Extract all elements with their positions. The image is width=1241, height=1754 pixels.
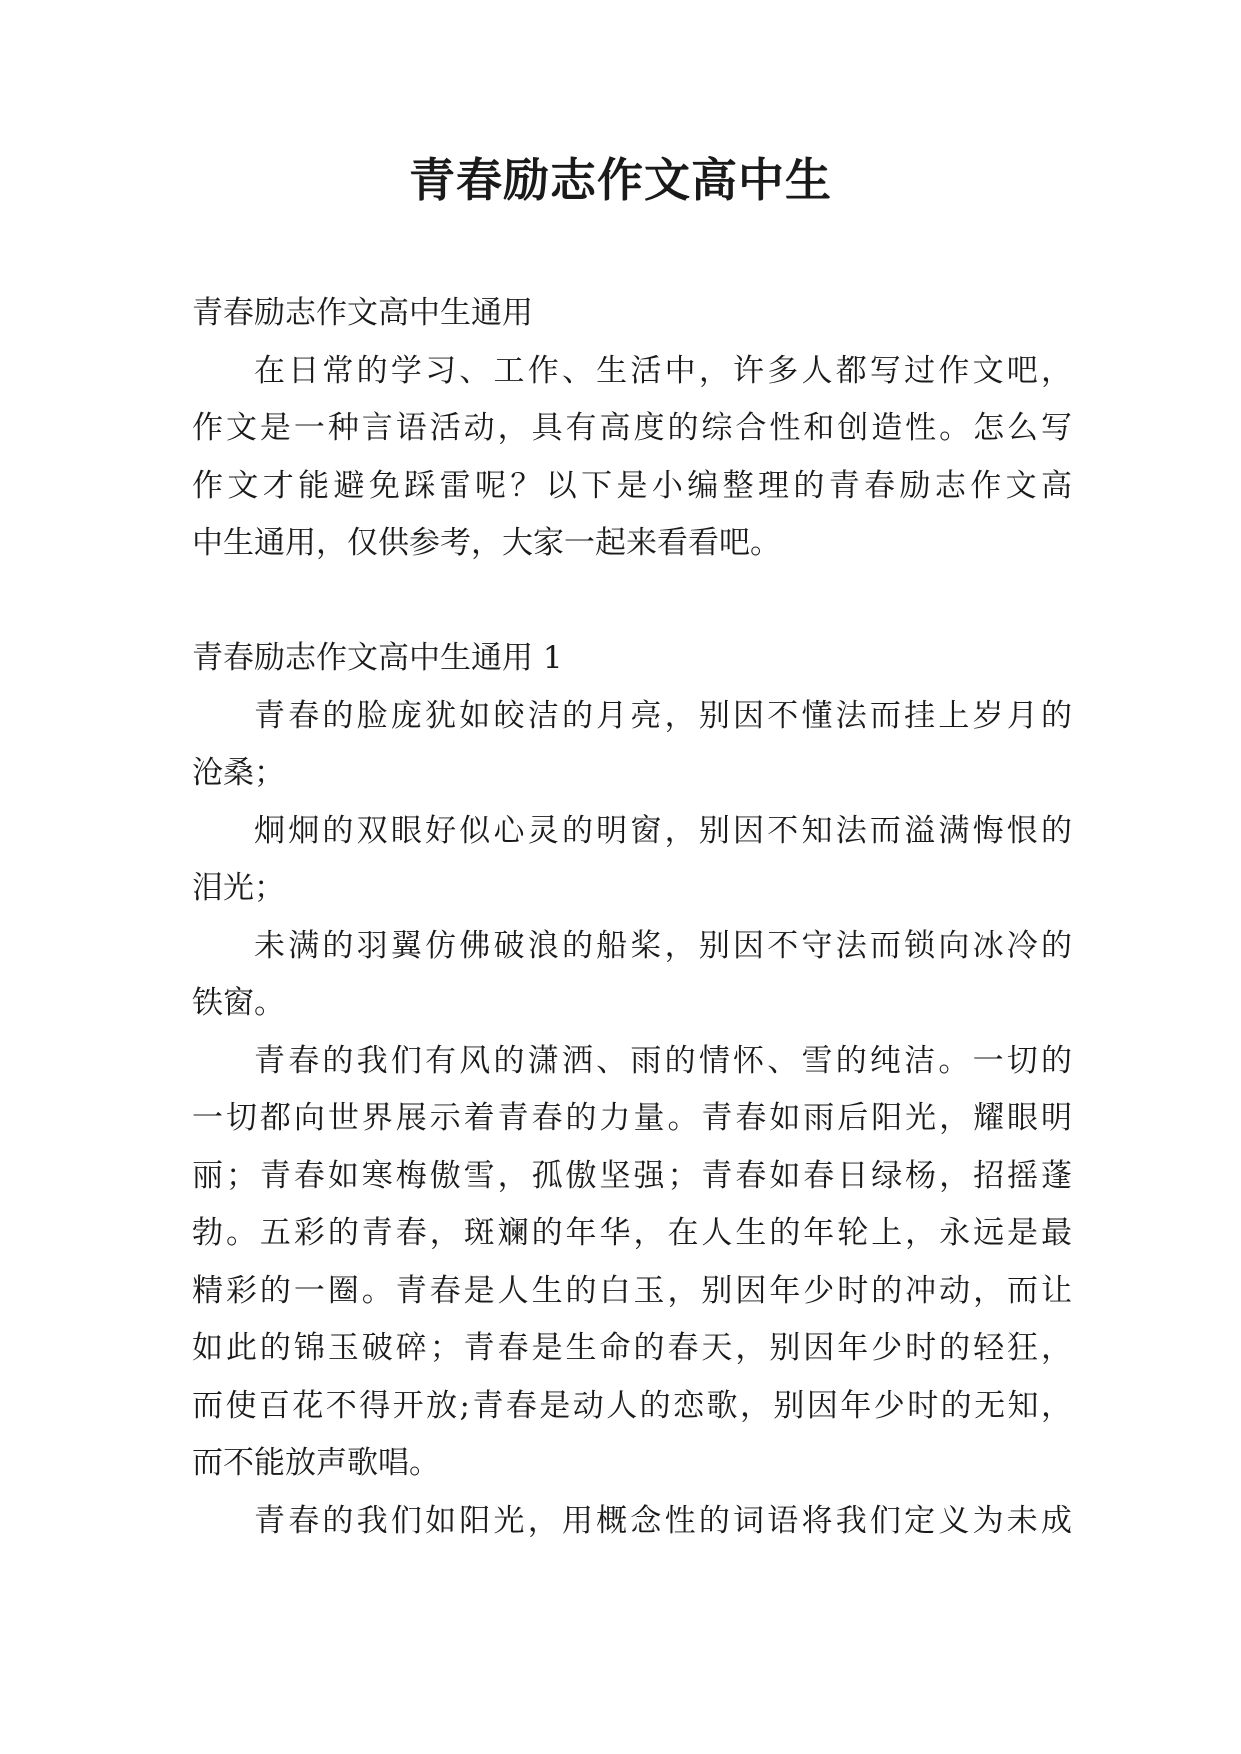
section-spacer (192, 573, 1072, 631)
paragraph-line: 青春的脸庞犹如皎洁的月亮，别因不懂法而挂上岁月的 (254, 697, 1072, 734)
paragraph-line: 勃。五彩的青春，斑斓的年华，在人生的年轮上，永远是最 (192, 1215, 1072, 1251)
paragraph-line: 精彩的一圈。青春是人生的白玉，别因年少时的冲动，而让 (192, 1272, 1072, 1309)
intro-heading: 青春励志作文高中生通用 (192, 295, 533, 331)
section-heading: 青春励志作文高中生通用 1 (192, 640, 563, 676)
paragraph-line: 而使百花不得开放;青春是动人的恋歌，别因年少时的无知， (192, 1387, 1072, 1424)
paragraph-line: 沧桑； (192, 755, 285, 791)
document-body (192, 285, 1072, 1550)
paragraph-line: 铁窗。 (192, 985, 285, 1021)
intro-line: 中生通用，仅供参考，大家一起来看看吧。 (192, 525, 781, 561)
paragraph-line: 青春的我们如阳光，用概念性的词语将我们定义为未成 (254, 1502, 1072, 1539)
paragraph-line: 未满的羽翼仿佛破浪的船桨，别因不守法而锁向冰冷的 (254, 927, 1072, 964)
paragraph-line: 泪光； (192, 870, 285, 906)
document-title: 青春励志作文高中生 (409, 153, 832, 207)
paragraph-line: 炯炯的双眼好似心灵的明窗，别因不知法而溢满悔恨的 (254, 812, 1072, 849)
paragraph-line: 如此的锦玉破碎；青春是生命的春天，别因年少时的轻狂， (192, 1330, 1072, 1366)
intro-line: 作文是一种言语活动，具有高度的综合性和创造性。怎么写 (192, 410, 1072, 446)
paragraph-line: 丽；青春如寒梅傲雪，孤傲坚强；青春如春日绿杨，招摇蓬 (192, 1157, 1072, 1194)
intro-line: 作文才能避免踩雷呢？以下是小编整理的青春励志作文高 (192, 467, 1072, 504)
paragraph-line: 青春的我们有风的潇洒、雨的情怀、雪的纯洁。一切的 (254, 1042, 1072, 1079)
paragraph-line: 一切都向世界展示着青春的力量。青春如雨后阳光，耀眼明 (192, 1100, 1072, 1136)
intro-line: 在日常的学习、工作、生活中，许多人都写过作文吧， (254, 352, 1072, 389)
paragraph-line: 而不能放声歌唱。 (192, 1445, 440, 1481)
